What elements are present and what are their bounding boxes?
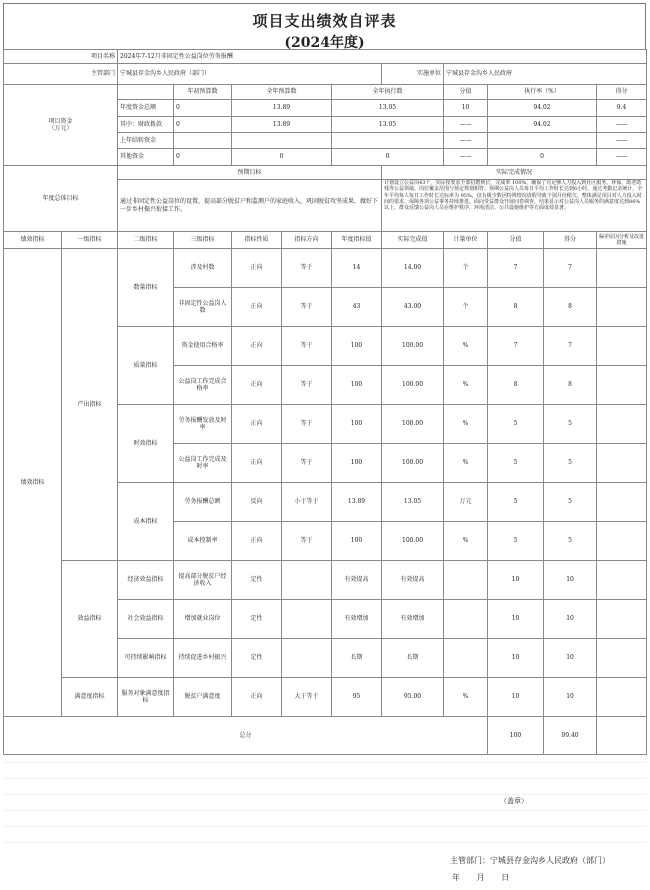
project-row bbox=[4, 50, 647, 64]
funds-row: 其他资金 0 0 0 —— 0 —— bbox=[4, 149, 647, 166]
total-got: 99.40 bbox=[544, 717, 597, 755]
impl-label: 实施单位 bbox=[382, 64, 444, 85]
indicator-row: 时效指标 劳务报酬发放及时率 正向 等于 100 100.00 % 5 5 bbox=[4, 405, 647, 444]
expected-goal: 通过非固定性公益岗位的设置，提高部分脱贫户和监测户的家庭收入，巩固脱贫攻坚成果，做好下一步乡村振兴衔接工作。 bbox=[118, 180, 382, 232]
indicator-row: 成本控制率 正向 等于 100 100.00 % 5 5 bbox=[4, 522, 647, 561]
form-title: 项目支出绩效自评表 bbox=[252, 12, 397, 30]
goals-header-row bbox=[4, 166, 647, 180]
evaluation-table bbox=[3, 49, 647, 755]
impl-value: 宁城县存金沟乡人民政府 bbox=[444, 64, 647, 85]
stamp-label: （盖章） bbox=[500, 797, 528, 805]
indicator-row: 质量指标 资金使用合格率 正向 等于 100 100.00 % 7 7 bbox=[4, 327, 647, 366]
col-header: 一级指标 bbox=[62, 232, 118, 249]
project-label: 项目名称 bbox=[4, 50, 118, 64]
indicator-row: 非固定性公益岗人数 正向 等于 43 43.00 个 8 8 bbox=[4, 288, 647, 327]
total-label: 总分 bbox=[4, 717, 488, 755]
indicator-row: 效益指标 经济效益指标 提高部分脱贫户经济收入 定性 有效提高 有效提高 10 10 bbox=[4, 561, 647, 600]
col-header: 分值 bbox=[488, 232, 544, 249]
benefit-indicator-label: 效益指标 bbox=[62, 561, 118, 678]
indicator-row: 公益岗工作完成及时率 正向 等于 100 100.00 % 5 5 bbox=[4, 444, 647, 483]
satisfaction-indicator-label: 满意度指标 bbox=[62, 678, 118, 717]
funds-label: 项目资金 （万元） bbox=[4, 85, 118, 166]
col-header: 偏差原因分析及改进措施 bbox=[597, 232, 647, 249]
col-header: 绩效指标 bbox=[4, 232, 62, 249]
funds-row: 年度资金总额 0 13.89 13.05 10 94.02 9.4 bbox=[4, 100, 647, 117]
funds-header: 全年预算数 bbox=[232, 85, 332, 100]
funds-header: 分值 bbox=[444, 85, 488, 100]
project-value: 2024年7-12月非固定性公益岗位劳务报酬 bbox=[118, 50, 647, 64]
total-row bbox=[4, 717, 647, 755]
goals-label: 年度总体目标 bbox=[4, 166, 118, 232]
funds-row: 上年结转资金 —— —— bbox=[4, 133, 647, 149]
social-indicator-label: 社会效益指标 bbox=[118, 600, 174, 639]
econ-indicator-label: 经济效益指标 bbox=[118, 561, 174, 600]
timeliness-indicator-label: 时效指标 bbox=[118, 405, 174, 483]
actual-goal: 计划设立公益岗43个，实际按要求全部招聘到位，完成率 100%，确保了有足够人力投入到社区服务、环保、助老助残等公益领域。岗位覆盖范围与预定规划相符。预期公益岗人员每日平均工作时长达到6小时，通过考勤记录统计，全年平均每人每日工作时长达标率为 95%，仅有极少数因特殊情况请假导致个别月份稍欠，整体满足项目对人力投入时间的要求。保障各项公益事务持续推进。面向受益群众开展问卷调查，结果显示对公益岗人员服务的满意度达到86%以上，群众反馈公益岗人员在维护秩序、环境清洁、公共设施维护等方面成效显著。 bbox=[382, 180, 647, 232]
footer-date: 年 月 日 bbox=[452, 873, 510, 882]
col-header: 年度指标值 bbox=[332, 232, 382, 249]
indicator-row: 绩效指标 产出指标 数量指标 涉及村数 正向 等于 14 14.00 个 7 7 bbox=[4, 249, 647, 288]
col-header: 指标方向 bbox=[282, 232, 332, 249]
funds-header: 全年执行数 bbox=[332, 85, 444, 100]
service-indicator-label: 服务对象满意度指标 bbox=[118, 678, 174, 717]
indicator-row: 成本指标 劳务报酬总额 反向 小于等于 13.89 13.05 万元 5 5 bbox=[4, 483, 647, 522]
funds-header: 得分 bbox=[597, 85, 647, 100]
col-header: 指标性质 bbox=[232, 232, 282, 249]
col-header: 二级指标 bbox=[118, 232, 174, 249]
quality-indicator-label: 质量指标 bbox=[118, 327, 174, 405]
funds-header: 年初预算数 bbox=[174, 85, 232, 100]
indicator-row: 可持续影响指标 持续促进乡村振兴 定性 长期 长期 10 10 bbox=[4, 639, 647, 678]
cost-indicator-label: 成本指标 bbox=[118, 483, 174, 561]
perf-indicator-label: 绩效指标 bbox=[4, 249, 62, 717]
total-score: 100 bbox=[488, 717, 544, 755]
agency-value: 宁城县存金沟乡人民政府（部门） bbox=[118, 64, 382, 85]
sustain-indicator-label: 可持续影响指标 bbox=[118, 639, 174, 678]
quantity-indicator-label: 数量指标 bbox=[118, 249, 174, 327]
expected-header: 预期目标 bbox=[118, 166, 382, 180]
indicator-row: 社会效益指标 增加就业岗位 定性 有效增加 有效增加 10 10 bbox=[4, 600, 647, 639]
agency-row bbox=[4, 64, 647, 85]
col-header: 得分 bbox=[544, 232, 597, 249]
funds-row: 其中：财政拨款 0 13.89 13.05 —— 94.02 —— bbox=[4, 117, 647, 133]
indicator-row: 公益岗工作完成合格率 正向 等于 100 100.00 % 8 8 bbox=[4, 366, 647, 405]
col-header: 实际完成值 bbox=[382, 232, 444, 249]
col-header: 计量单位 bbox=[444, 232, 488, 249]
indicator-header-row bbox=[4, 232, 647, 249]
form-subtitle: (2024年度) bbox=[284, 35, 365, 51]
actual-header: 实际完成情况 bbox=[382, 166, 647, 180]
output-indicator-label: 产出指标 bbox=[62, 249, 118, 561]
funds-header-row bbox=[4, 85, 647, 100]
footer-department: 主管部门：宁城县存金沟乡人民政府（部门） bbox=[450, 856, 610, 865]
agency-label: 主管部门 bbox=[4, 64, 118, 85]
indicator-row: 满意度指标 服务对象满意度指标 脱贫户满意度 正向 大于等于 95 95.00 % 10 10 bbox=[4, 678, 647, 717]
form-title-box bbox=[3, 3, 646, 49]
col-header: 三级指标 bbox=[174, 232, 232, 249]
funds-header: 执行率（%） bbox=[488, 85, 597, 100]
